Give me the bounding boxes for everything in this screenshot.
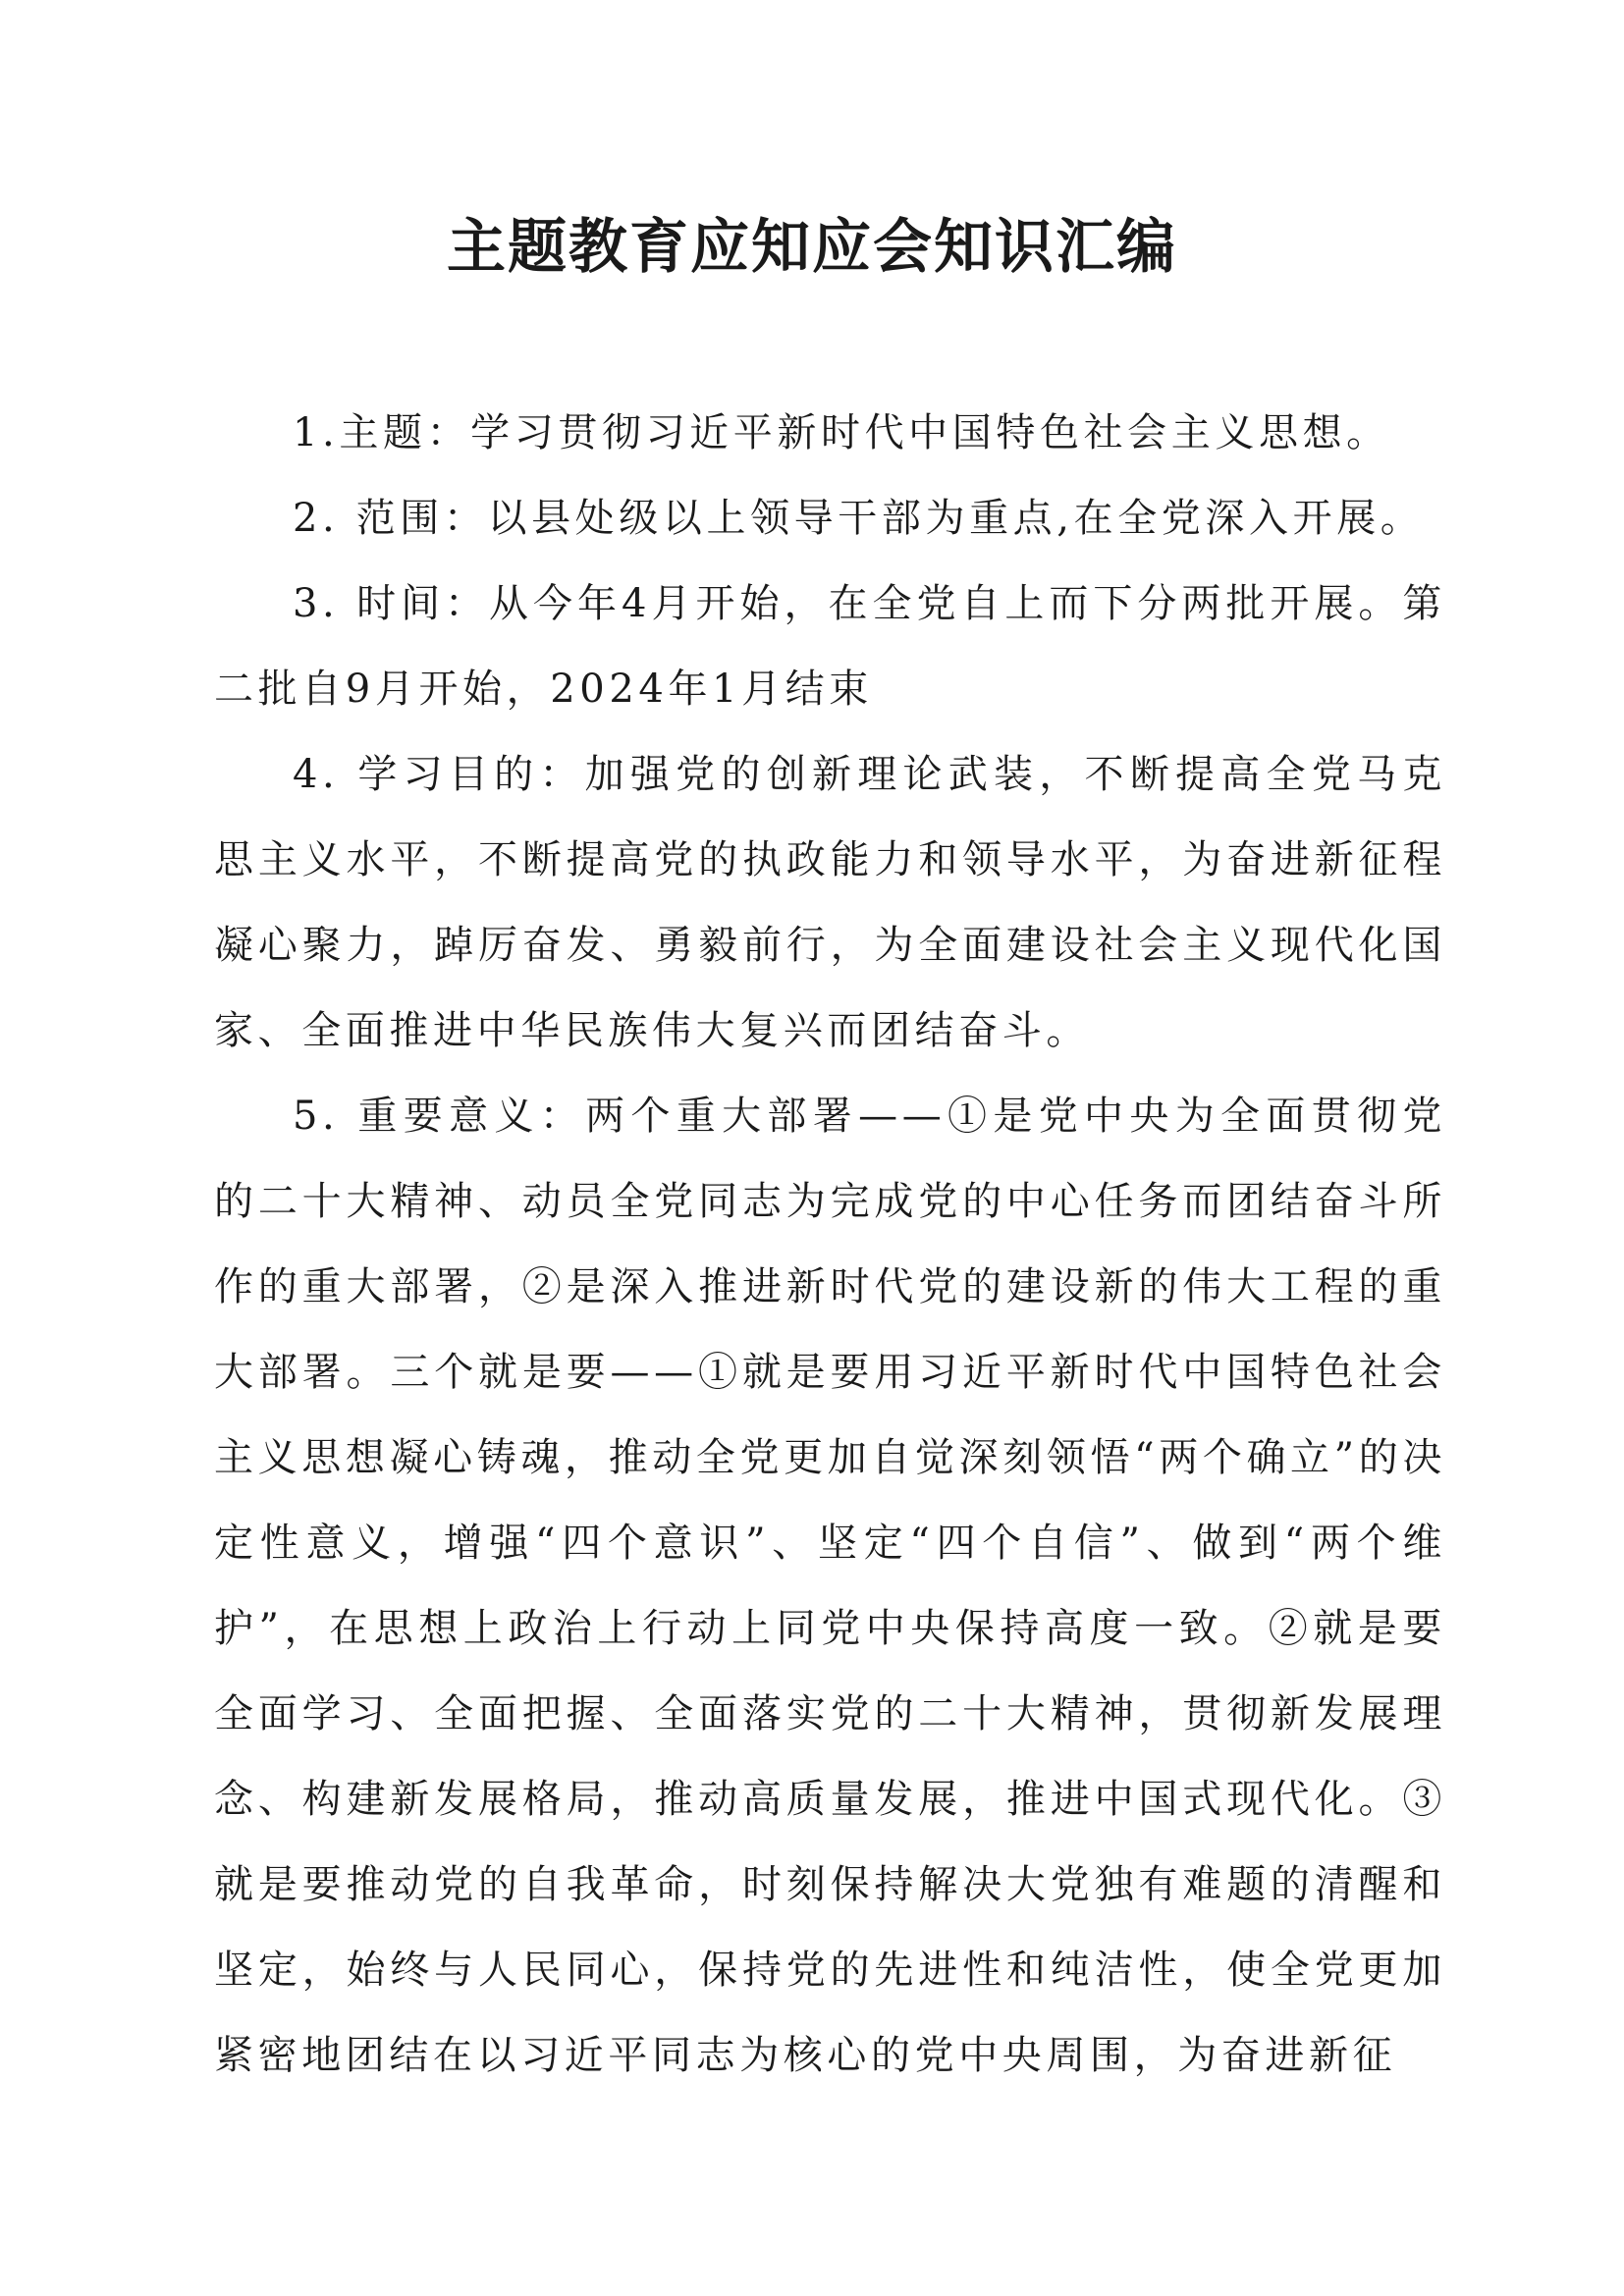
paragraph-time: 3. 时间：从今年4月开始，在全党自上而下分两批开展。第二批自9月开始，2024年1月结束 — [214, 581, 1446, 712]
paragraph-scope: 2. 范围：以县处级以上领导干部为重点,在全党深入开展。 — [293, 496, 1425, 541]
paragraph-significance: 5. 重要意义：两个重大部署——①是党中央为全面贯彻党的二十大精神、动员全党同志为完成党的中心任务而团结奋斗所作的重大部署，②是深入推进新时代党的建设新的伟大工程的重大部署。三个就是要——①就是要用习近平新时代中国特色社会主义思想凝心铸魂，推动全党更加自觉深刻领悟“两个确立”的决定性意义，增强“四个意识”、坚定“四个自信”、做到“两个维护”，在思想上政治上行动上同党中央保持高度一致。②就是要全面学习、全面把握、全面落实党的二十大精神，贯彻新发展理念、构建新发展格局，推动高质量发展，推进中国式现代化。③就是要推动党的自我革命，时刻保持解决大党独有难题的清醒和坚定，始终与人民同心，保持党的先进性和纯洁性，使全党更加紧密地团结在以习近平同志为核心的党中央周围，为奋进新征 — [214, 1094, 1446, 2078]
paragraph-purpose: 4. 学习目的：加强党的创新理论武装，不断提高全党马克思主义水平，不断提高党的执政能力和领导水平，为奋进新征程凝心聚力，踔厉奋发、勇毅前行，为全面建设社会主义现代化国家、全面推进中华民族伟大复兴而团结奋斗。 — [214, 752, 1446, 1053]
paragraph-theme: 1.主题：学习贯彻习近平新时代中国特色社会主义思想。 — [293, 410, 1390, 455]
document-body — [214, 391, 1446, 2099]
document-title: 主题教育应知应会知识汇编 — [447, 213, 1177, 282]
